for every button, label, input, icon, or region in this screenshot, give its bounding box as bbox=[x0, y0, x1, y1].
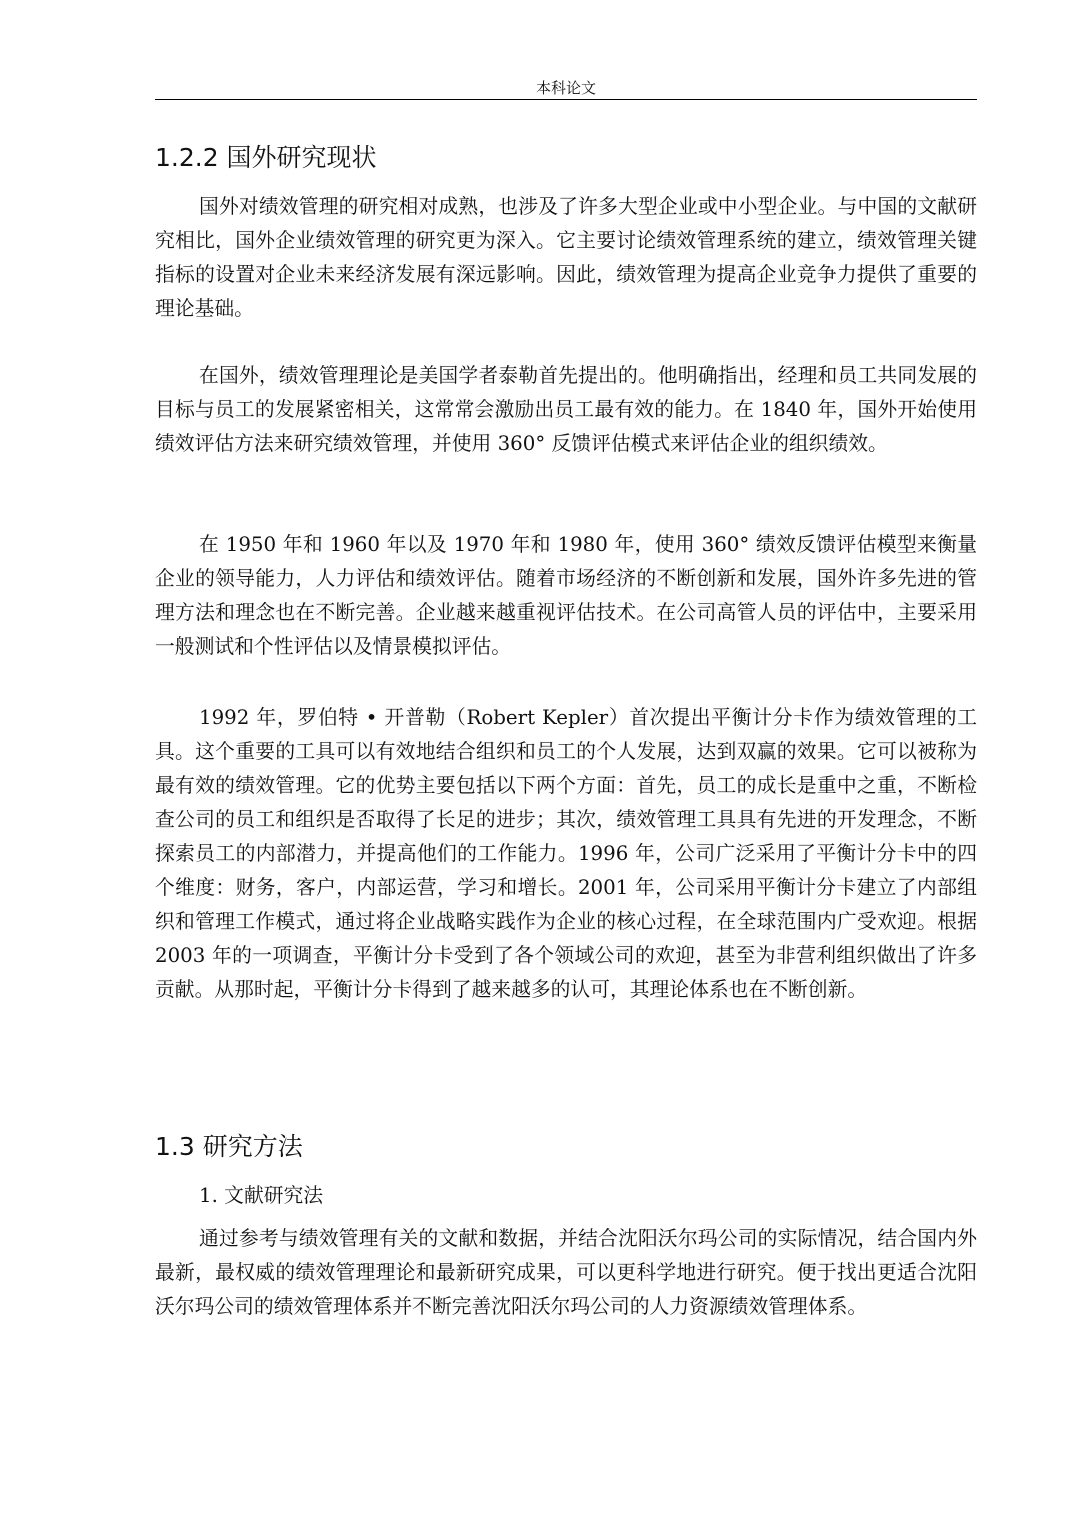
section-heading-1-3: 1.3 研究方法 bbox=[155, 1132, 303, 1161]
page-header-title: 本科论文 bbox=[535, 79, 596, 97]
paragraph-3: 在 1950 年和 1960 年以及 1970 年和 1980 年，使用 360° 绩效反馈评估模型来衡量企业的领导能力，人力评估和绩效评估。随着市场经济的不断创新和发展，国外许多先进的管理方法和理念也在不断完善。企业越来越重视评估技术。在公司高管人员的评估中，主要采用一般测试和个性评估以及情景模拟评估。 bbox=[155, 533, 977, 658]
paragraph-4: 1992 年，罗伯特 • 开普勒（Robert Kepler）首次提出平衡计分卡作为绩效管理的工具。这个重要的工具可以有效地结合组织和员工的个人发展，达到双赢的效果。它可以被称为最有效的绩效管理。它的优势主要包括以下两个方面：首先，员工的成长是重中之重，不断检查公司的员工和组织是否取得了长足的进步；其次，绩效管理工具具有先进的开发理念，不断探索员工的内部潜力，并提高他们的工作能力。1996 年，公司广泛采用了平衡计分卡中的四个维度：财务，客户，内部运营，学习和增长。2001 年，公司采用平衡计分卡建立了内部组织和管理工作模式，通过将企业战略实践作为企业的核心过程，在全球范围内广受欢迎。根据 2003 年的一项调查，平衡计分卡受到了各个领域公司的欢迎，甚至为非营利组织做出了许多贡献。从那时起，平衡计分卡得到了越来越多的认可，其理论体系也在不断创新。 bbox=[155, 706, 977, 1001]
header-rule bbox=[155, 99, 977, 100]
paragraph-1: 国外对绩效管理的研究相对成熟，也涉及了许多大型企业或中小型企业。与中国的文献研究相比，国外企业绩效管理的研究更为深入。它主要讨论绩效管理系统的建立，绩效管理关键指标的设置对企业未来经济发展有深远影响。因此，绩效管理为提高企业竞争力提供了重要的理论基础。 bbox=[155, 195, 977, 320]
method-item-title: 1. 文献研究法 bbox=[199, 1184, 324, 1207]
paragraph-5: 通过参考与绩效管理有关的文献和数据，并结合沈阳沃尔玛公司的实际情况，结合国内外最新，最权威的绩效管理理论和最新研究成果，可以更科学地进行研究。便于找出更适合沈阳沃尔玛公司的绩效管理体系并不断完善沈阳沃尔玛公司的人力资源绩效管理体系。 bbox=[155, 1227, 977, 1318]
section-heading-1-2-2: 1.2.2 国外研究现状 bbox=[155, 143, 377, 172]
paragraph-2: 在国外，绩效管理理论是美国学者泰勒首先提出的。他明确指出，经理和员工共同发展的目标与员工的发展紧密相关，这常常会激励出员工最有效的能力。在 1840 年，国外开始使用绩效评估方法来研究绩效管理，并使用 360° 反馈评估模式来评估企业的组织绩效。 bbox=[155, 364, 977, 455]
